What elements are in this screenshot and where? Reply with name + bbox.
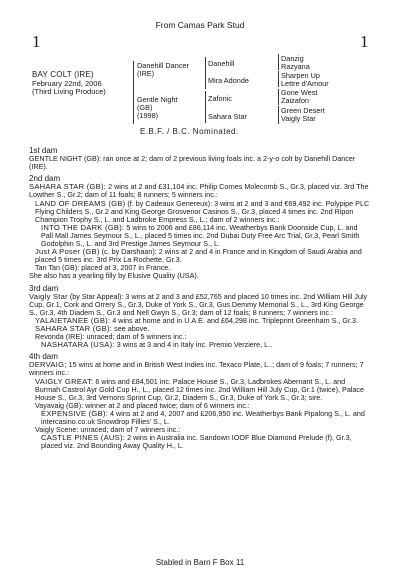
pedigree-bracket-ds [278, 89, 279, 105]
pedigree-bracket-main [133, 61, 134, 124]
produce-line-text: (by Star Appeal): 3 wins at 2 and 3 and £52,765 and placed 10 times inc. 2nd William Hill July Cup, Gr.1, Cork and Orrery S., Gr.3, Duke of York S., Gr.3, Gus Demmy Memorial S., L., 3rd King George S., Gr.3, 4th Diadem S., Gr.3 and Nell Gwyn S., Gr.3; dam of 12 foals; 8 runners; 7 winners inc.: [29, 291, 368, 317]
stabling-note: Stabled in Barn F Box 11 [155, 558, 245, 567]
second-dam-lines [29, 183, 371, 280]
produce-line-text: Tan Tan (GB): placed at 3, 2007 in France. [35, 263, 171, 273]
horse-name-caps: EXPENSIVE (GB): [41, 408, 109, 418]
ped-sds: Sharpen Up [281, 71, 320, 80]
produce-line [29, 341, 371, 349]
produce-line-text: 2 wins in Australia inc. Sandown IOOF Blue Diamond Prelude (f), Gr.3, placed viz. 2nd Bounding Away Quality H., L. [41, 433, 352, 451]
ped-ssd: Razyana [281, 62, 310, 71]
horse-name-caps: LAND OF DREAMS (GB) [35, 198, 126, 208]
produce-record [29, 144, 371, 450]
produce-line-text: Revonda (IRE): unraced; dam of 5 winners inc.: [35, 332, 187, 342]
sire-sire: Danehill [208, 59, 235, 68]
nomination-note: E.B.F. / B.C. Nominated. [140, 127, 239, 136]
pedigree-bracket-sd [278, 71, 279, 87]
produce-line [29, 293, 371, 317]
produce-line-text: She also has a yearling filly by Elusive Quality (USA). [29, 271, 199, 281]
foaling-date: February 22nd, 2006 [32, 78, 102, 88]
produce-line-text: (c. by Darshaan): 2 wins at 2 and 4 in France and in Kingdom of Saudi Arabia and placed 5 times inc. 3rd Prix La Rochette, Gr.3. [35, 247, 362, 265]
horse-name-caps: INTO THE DARK (GB): [41, 222, 125, 232]
consignor-line: From Camas Park Stud [155, 20, 245, 30]
pedigree-bracket-sire [205, 57, 206, 89]
ped-ddd: Vaigly Star [281, 114, 316, 123]
ped-dds: Green Desert [281, 106, 325, 115]
produce-line-text: 2 wins at 2 and £31,104 inc. Philip Cornes Molecomb S., Gr.3, placed viz. 3rd The Lowther S., Gr.2; dam of 11 foals; 8 runners; 5 winners inc.: [29, 182, 369, 200]
sire-name: Danehill Dancer (IRE) [137, 61, 189, 78]
horse-details [32, 71, 106, 97]
dam-sire: Zafonic [208, 94, 232, 103]
produce-line [29, 410, 371, 426]
produce-line-text: Vayavaig (GB): winner at 2 and placed twice; dam of 6 winners inc.: [35, 400, 250, 410]
produce-line-text: 4 wins at 2 and 4, 2007 and £206,950 inc. Weatherbys Bank Pipalong S., L. and intercasino.co.uk Snowdrop Fillies' S., L. [41, 408, 365, 426]
produce-line [29, 361, 371, 377]
produce-line-text: 6 wins and £84,501 inc. Palace House S., Gr.3, Ladbrokes Abernant S., L. and Burmah Castrol Ayr Gold Cup H., L., placed 12 times inc. 2nd William Hill July Cup, Gr.1 (twice), Palace House S., Gr.3, 3rd Vernons Sprint Cup, Gr.2, Diadem S., Gr.3, Duke of York S., Gr.3; sire. [35, 376, 365, 402]
third-dam-lines [29, 293, 371, 350]
dam-dam: Sahara Star [208, 112, 247, 121]
horse-name-caps: NASHATARA (USA): [41, 340, 115, 350]
produce-line-text: 3 wins at 3 and 4 in Italy inc. Premio Verziere, L.. [114, 340, 273, 350]
horse-name: BAY COLT (IRE) [32, 70, 94, 79]
fourth-dam-heading: 4th dam [29, 352, 58, 362]
horse-name-caps: CASTLE PINES (AUS): [41, 433, 126, 443]
produce-line-text: 15 wins at home and in British West Indies inc. Texaco Plate, L..; dam of 9 foals; 7 runners; 7 winners inc.: [29, 360, 364, 378]
produce-line [29, 200, 371, 224]
horse-name-caps: VAIGLY GREAT: [35, 376, 94, 386]
ped-dsd: Zaizafon [281, 96, 309, 105]
lot-number-left: 1 [32, 32, 41, 51]
first-dam-heading: 1st dam [29, 146, 58, 155]
produce-line [29, 183, 371, 199]
pedigree-bracket-dam [205, 91, 206, 123]
fourth-dam-lines [29, 361, 371, 450]
pedigree-bracket-ss [278, 54, 279, 70]
produce-line [29, 224, 371, 248]
horse-name-caps: SAHARA STAR (GB): [29, 182, 107, 192]
produce-line [29, 248, 371, 264]
produce-line-text: (f. by Cadeaux Genereux): 3 wins at 2 and 3 and €69,492 inc. Polypipe PLC Flying Childers S., Gr.2 and King George Grosvenor Casinos S., Gr.3, placed 4 times inc. 2nd Ripon Champion Trophy S., L. and Ladbroke Empress S., L.; dam of 2 winners inc.: [35, 198, 370, 224]
produce-line-text: 5 wins to 2006 and £86,114 inc. Weatherbys Bank Doonside Cup, L. and Pall Mall James Seymour S., L., placed 5 times inc. 2nd Dubai Duty Free Arc Trial, Gr.3, Pearl Smith Godolphin S., L. and 3rd Prestige James Seymour S., L. [41, 222, 360, 249]
produce-line-text: 4 wins at home and in U.A.E. and £64,298 inc. Tripleprint Greenham S., Gr.3. [110, 315, 358, 325]
sire-dam: Mira Adonde [208, 76, 249, 85]
produce-line [29, 434, 371, 450]
horse-name-caps: Just A Poser (GB) [35, 247, 100, 257]
produce-line [29, 378, 371, 402]
first-dam-text: GENTLE NIGHT (GB): ran once at 2; dam of 2 previous living foals inc. a 2-y-o colt by Danehill Dancer (IRE). [29, 154, 356, 172]
produce-line-text: Vaigly Scene: unraced; dam of 7 winners inc.: [35, 425, 181, 435]
horse-name-caps: YALAIETANEE (GB): [35, 315, 111, 325]
produce-line [29, 272, 371, 280]
pedigree-bracket-dd [278, 106, 279, 124]
horse-name-caps: Vaigly Star [29, 291, 68, 301]
horse-name-caps: SAHARA STAR (GB): [35, 323, 113, 333]
dam-name: Gentle Night (GB) (1998) [137, 95, 178, 120]
produce-note: (Third Living Produce) [32, 87, 106, 96]
horse-name-caps: DERVAIG; [29, 360, 67, 370]
second-dam-heading: 2nd dam [29, 174, 61, 184]
ped-sss: Danzig [281, 54, 304, 63]
ped-sdd: Lettre d'Amour [281, 79, 329, 88]
produce-line-text: see above. [112, 323, 150, 333]
lot-number-right: 1 [360, 32, 369, 51]
ped-dss: Gone West [281, 88, 318, 97]
third-dam-heading: 3rd dam [29, 283, 59, 293]
